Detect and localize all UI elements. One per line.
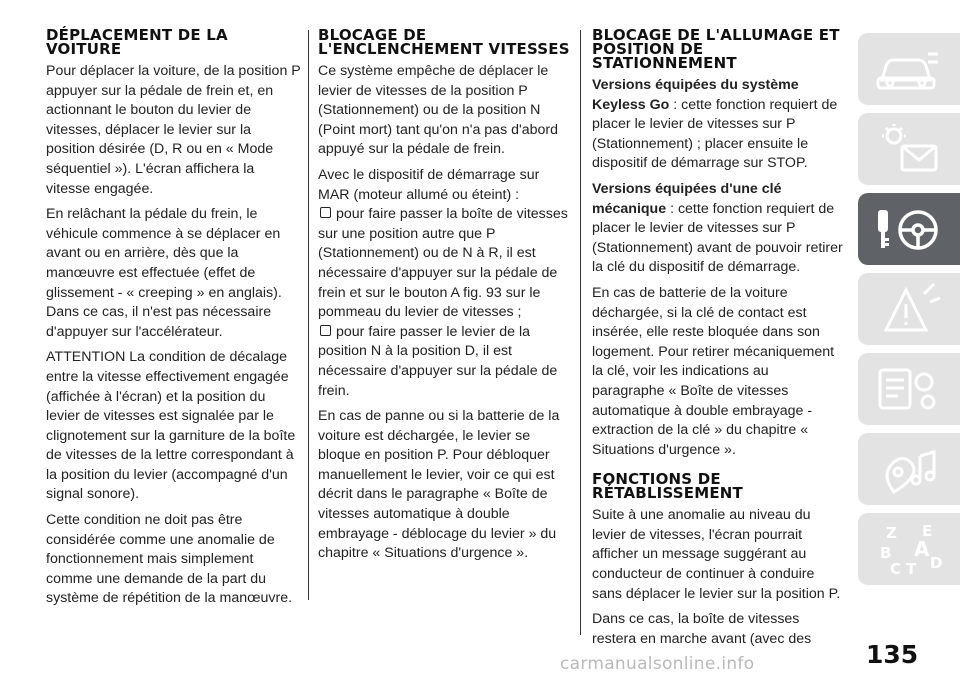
index-letter-t: T	[906, 560, 917, 578]
index-letter-b: B	[880, 544, 892, 562]
key-steering-wheel-icon	[872, 200, 946, 258]
index-letter-e: E	[922, 522, 933, 540]
tools-icon	[872, 360, 946, 418]
section-heading: BLOCAGE DE L'ENCLENCHEMENT VITESSES	[318, 26, 570, 58]
section-heading: BLOCAGE DE L'ALLUMAGE ET POSITION DE STATIONNEMENT	[592, 26, 840, 72]
tab-warning-lights[interactable]	[858, 113, 960, 185]
bold-lead: Versions équipées d'une clé mécanique	[592, 180, 782, 217]
index-icon	[872, 520, 946, 578]
bullet-item: pour faire passer le levier de la position N à la position D, il est nécessaire d'appuyer sur la pédale de frein.	[318, 323, 558, 399]
section-heading: DÉPLACEMENT DE LA VOITURE	[46, 26, 228, 58]
checkbox-bullet-icon	[320, 207, 331, 218]
index-letter-a: A	[914, 537, 930, 561]
bold-lead: Versions équipées du système Keyless Go	[592, 77, 799, 113]
paragraph: En relâchant la pédale du frein, le véhicule commence à se déplacer en avant ou en arrière, dès que la manœuvre est effectuée (effet de glissement - « creeping » en anglais). Dans ce cas, il n'est pas nécessaire d'appuyer sur l'accélérateur.	[46, 206, 282, 340]
page-number: 135	[866, 640, 919, 669]
paragraph: Versions équipées du système Keyless Go : cette fonction requiert de placer le levier de vitesses sur P (Stationnement) ; placer ensuite le dispositif de démarrage sur STOP.	[592, 77, 838, 172]
warning-triangle-icon	[872, 280, 946, 338]
paragraph: Suite à une anomalie au niveau du levier de vitesses, l'écran pourrait afficher un message suggérant au conducteur de continuer à conduire sans déplacer le levier sur la position P.	[592, 507, 841, 602]
tab-tools[interactable]	[858, 353, 960, 425]
tab-warning-triangle[interactable]	[858, 273, 960, 345]
index-letter-z: Z	[886, 524, 897, 542]
bullet-item: pour faire passer la boîte de vitesses sur une position autre que P (Stationnement) ou de N à R, il est nécessaire d'appuyer sur la pédale de frein et sur le bouton A fig. 93 sur le pommeau du levier de vitesses ;	[318, 206, 568, 321]
paragraph: Dans ce cas, la boîte de vitesses restera en marche avant (avec des	[592, 611, 812, 647]
chapter-sidebar	[858, 33, 960, 593]
column-divider	[580, 30, 581, 635]
attention-paragraph: ATTENTION La condition de décalage entre la vitesse effectivement engagée (affichée à l'écran) et la position du levier de vitesses est signalée par le clignotement sur la garniture de la boîte de vitesses de la lettre correspondant à la position du levier (accompagné d'un signal sonore).	[46, 349, 296, 503]
warning-lights-icon	[872, 120, 946, 178]
car-icon	[872, 40, 946, 98]
index-letter-c: C	[890, 560, 902, 578]
tab-key-steering-wheel[interactable]	[858, 193, 960, 265]
paragraph: Avec le dispositif de démarrage sur MAR (moteur allumé ou éteint) :	[318, 166, 540, 203]
paragraph: Versions équipées d'une clé mécanique : cette fonction requiert de placer le levier de vitesses sur P (Stationnement) avant de pouvoir retirer la clé du dispositif de démarrage.	[592, 180, 843, 276]
checkbox-bullet-icon	[320, 325, 331, 336]
tab-car[interactable]	[858, 33, 960, 105]
paragraph: En cas de panne ou si la batterie de la voiture est déchargée, le levier se bloque en position P. Pour débloquer manuellement le levier, voir ce qui est décrit dans le paragraphe « Boîte de vitesses automatique à double embrayage - déblocage du levier » du chapitre « Situations d'urgence ».	[318, 408, 560, 562]
paragraph: Ce système empêche de déplacer le levier de vitesses de la position P (Stationnement) ou de la position N (Point mort) tant qu'on n'a pas d'abord appuyé sur la pédale de frein.	[318, 63, 558, 158]
column-divider	[308, 30, 309, 600]
paragraph: Pour déplacer la voiture, de la position P appuyer sur la pédale de frein et, en actionnant le bouton du levier de vitesses, déplacer le levier sur la position désirée (D, R ou en « Mode séquentiel »). L'écran affichera la vitesse engagée.	[46, 63, 301, 197]
paragraph: Cette condition ne doit pas être considérée comme une anomalie de fonctionnement mais simplement comme une demande de la part du système de répétition de la manœuvre.	[46, 512, 293, 607]
paragraph: En cas de batterie de la voiture déchargée, si la clé de contact est insérée, elle reste bloquée dans son logement. Pour retirer mécaniquement la clé, voir les indications au paragraphe « Boîte de vitesses automatique à double embrayage - extraction de la clé » du chapitre « Situations d'urgence ».	[592, 284, 835, 458]
column-3	[592, 28, 844, 655]
column-2	[318, 28, 574, 570]
watermark: carmanualsonline.info	[560, 654, 755, 674]
column-1	[46, 28, 302, 615]
section-heading: FONCTIONS DE RÉTABLISSEMENT	[592, 470, 743, 503]
index-letter-d: D	[930, 554, 943, 572]
tab-media[interactable]	[858, 433, 960, 505]
tab-index[interactable]	[858, 513, 960, 585]
media-icon	[872, 440, 946, 498]
